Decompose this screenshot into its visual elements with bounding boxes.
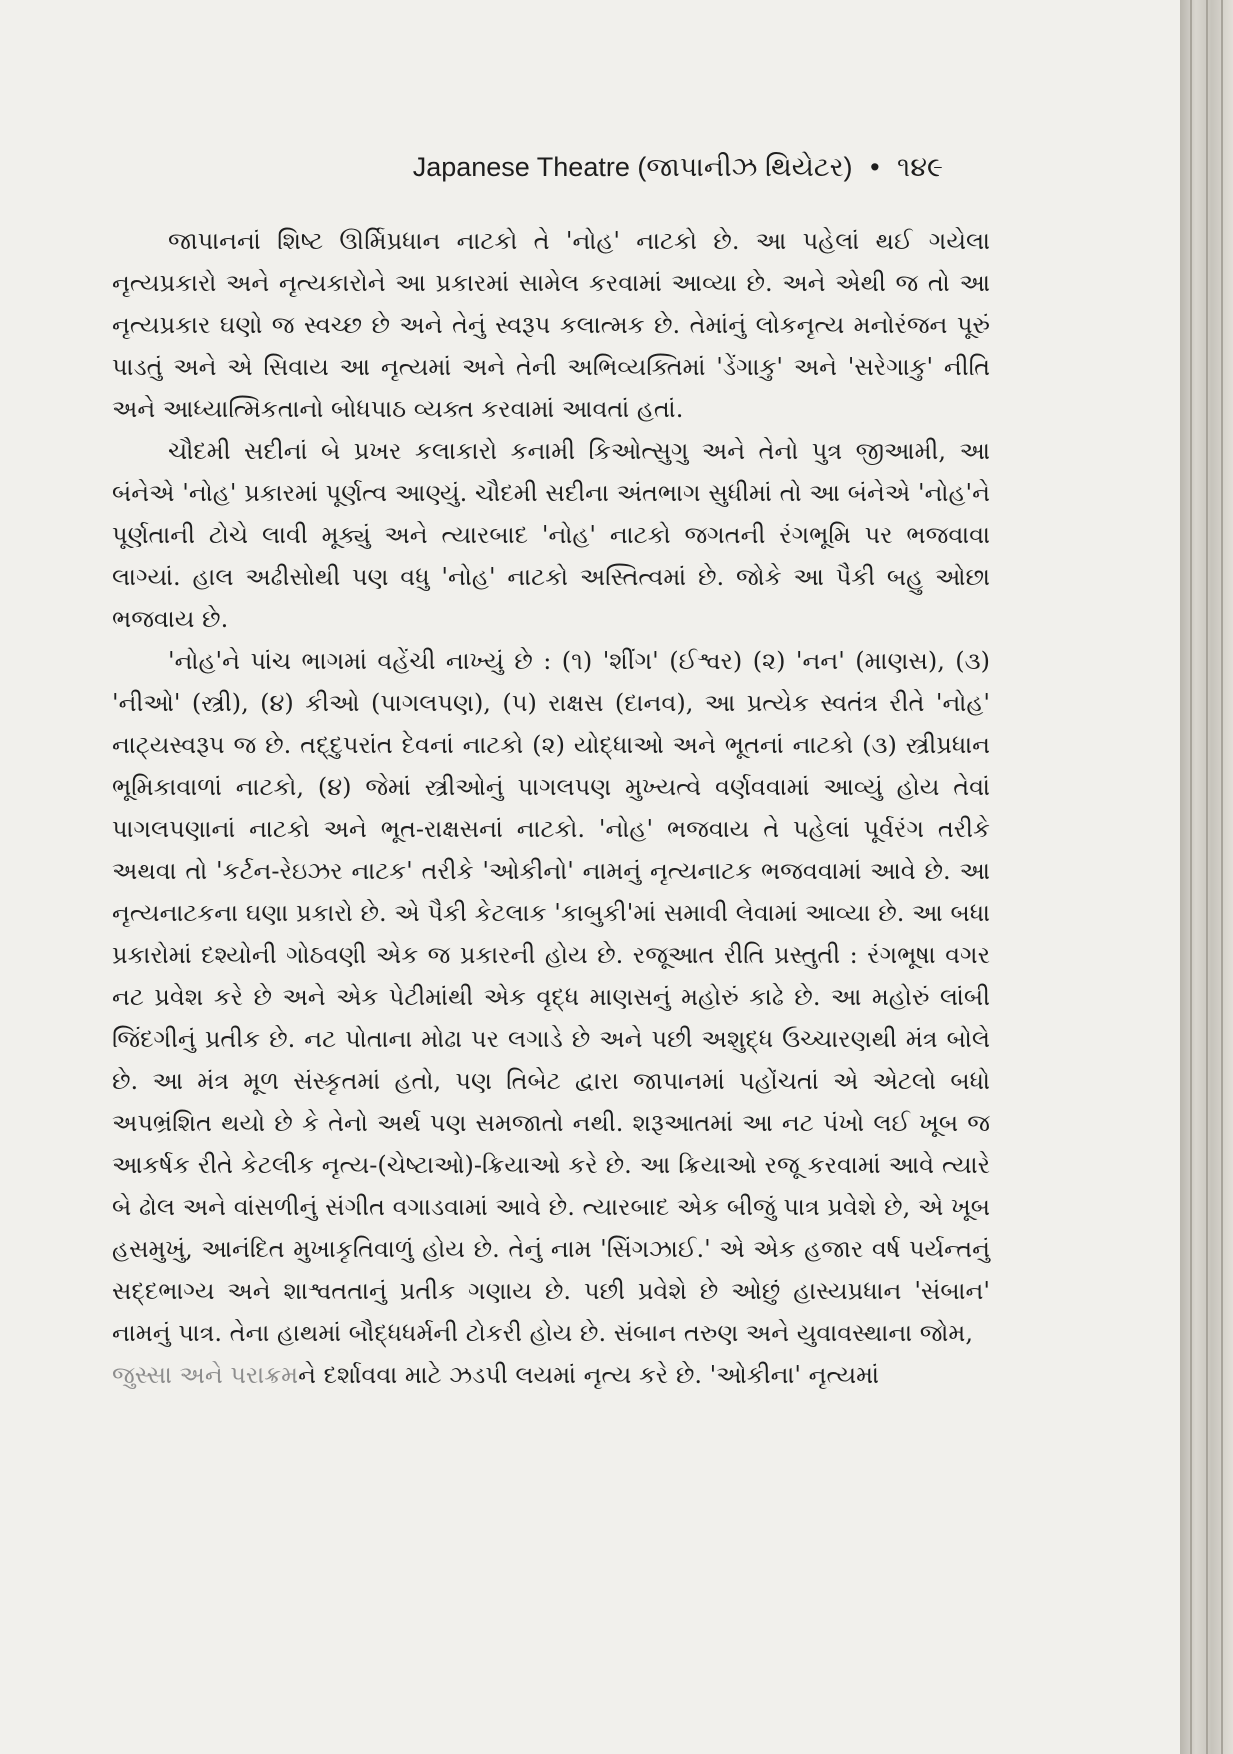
page-number: ૧૪૯	[897, 152, 943, 182]
page-edge-line	[1206, 0, 1208, 1754]
paragraph-1: જાપાનનાં શિષ્ટ ઊર્મિપ્રધાન નાટકો તે 'નોહ' નાટકો છે. આ પહેલાં થઈ ગયેલા નૃત્યપ્રકારો અને નૃત્યકારોને આ પ્રકારમાં સામેલ કરવામાં આવ્યા છે. અને એથી જ તો આ નૃત્યપ્રકાર ઘણો જ સ્વચ્છ છે અને તેનું સ્વરૂપ કલાત્મક છે. તેમાંનું લોકનૃત્ય મનોરંજન પૂરું પાડતું અને એ સિવાય આ નૃત્યમાં અને તેની અભિવ્યક્તિમાં 'ડેંગાકુ' અને 'સરેગાકુ' નીતિ અને આધ્યાત્મિકતાનો બોધપાઠ વ્યક્ત કરવામાં આવતાં હતાં.	[112, 227, 990, 423]
paragraph-2: ચૌદમી સદીનાં બે પ્રખર કલાકારો કનામી કિઓત્સુગુ અને તેનો પુત્ર જીઆમી, આ બંનેએ 'નોહ' પ્રકારમાં પૂર્ણત્વ આણ્યું. ચૌદમી સદીના અંતભાગ સુધીમાં તો આ બંનેએ 'નોહ'ને પૂર્ણતાની ટોચે લાવી મૂક્યું અને ત્યારબાદ 'નોહ' નાટકો જગતની રંગભૂમિ પર ભજવાવા લાગ્યાં. હાલ અઢીસોથી પણ વધુ 'નોહ' નાટકો અસ્તિત્વમાં છે. જોકે આ પૈકી બહુ ઓછા ભજવાય છે.	[112, 437, 990, 633]
page-edge	[1180, 0, 1233, 1754]
body-text	[112, 220, 990, 1396]
paragraph-3: 'નોહ'ને પાંચ ભાગમાં વહેંચી નાખ્યું છે : (૧) 'શીંગ' (ઈશ્વર) (૨) 'નન' (માણસ), (૩) 'નીઓ' (સ્ત્રી), (૪) કીઓ (પાગલપણ), (૫) રાક્ષસ (દાનવ), આ પ્રત્યેક સ્વતંત્ર રીતે 'નોહ' નાટ્યસ્વરૂપ જ છે. તદ્દુપરાંત દેવનાં નાટકો (૨) યોદ્ધાઓ અને ભૂતનાં નાટકો (૩) સ્ત્રીપ્રધાન ભૂમિકાવાળાં નાટકો, (૪) જેમાં સ્ત્રીઓનું પાગલપણ મુખ્યત્વે વર્ણવવામાં આવ્યું હોય તેવાં પાગલપણાનાં નાટકો અને ભૂત-રાક્ષસનાં નાટકો. 'નોહ' ભજવાય તે પહેલાં પૂર્વરંગ તરીકે અથવા તો 'કર્ટન-રેઇઝર નાટક' તરીકે 'ઓકીનો' નામનું નૃત્યનાટક ભજવવામાં આવે છે. આ નૃત્યનાટકના ઘણા પ્રકારો છે. એ પૈકી કેટલાક 'કાબુકી'માં સમાવી લેવામાં આવ્યા છે. આ બધા પ્રકારોમાં દશ્યોની ગોઠવણી એક જ પ્રકારની હોય છે. રજૂઆત રીતિ પ્રસ્તુતી : રંગભૂષા વગર નટ પ્રવેશ કરે છે અને એક પેટીમાંથી એક વૃદ્ધ માણસનું મહોરું કાઢે છે. આ મહોરું લાંબી જિંદગીનું પ્રતીક છે. નટ પોતાના મોઢા પર લગાડે છે અને પછી અશુદ્ધ ઉચ્ચારણથી મંત્ર બોલે છે. આ મંત્ર મૂળ સંસ્કૃતમાં હતો, પણ તિબેટ દ્વારા જાપાનમાં પહોંચતાં એ એટલો બધો અપભ્રંશિત થયો છે કે તેનો અર્થ પણ સમજાતો નથી. શરૂઆતમાં આ નટ પંખો લઈ ખૂબ જ આકર્ષક રીતે કેટલીક નૃત્ય-(ચેષ્ટાઓ)-ક્રિયાઓ કરે છે. આ ક્રિયાઓ રજૂ કરવામાં આવે ત્યારે બે ઢોલ અને વાંસળીનું સંગીત વગાડવામાં આવે છે. ત્યારબાદ એક બીજું પાત્ર પ્રવેશે છે, એ ખૂબ હસમુખું, આનંદિત મુખાકૃતિવાળું હોય છે. તેનું નામ 'સિંગઝાઈ.' એ એક હજાર વર્ષ પર્યન્તનું સદ્દભાગ્ય અને શાશ્વતતાનું પ્રતીક ગણાય છે. પછી પ્રવેશે છે ઓછું હાસ્યપ્રધાન 'સંબાન' નામનું પાત્ર. તેના હાથમાં બૌદ્ધધર્મની ટોકરી હોય છે. સંબાન તરુણ અને યુવાવસ્થાના જોમ,	[112, 647, 990, 1347]
header-title: Japanese Theatre (જાપાનીઝ થિયેટર)	[412, 152, 853, 182]
page-edge-line	[1190, 0, 1192, 1754]
header-separator: •	[870, 152, 880, 182]
page-edge-line	[1221, 0, 1223, 1754]
last-line	[112, 1354, 990, 1396]
running-header	[413, 152, 943, 184]
last-line-faint-text: જુસ્સા અને પરાક્રમ	[112, 1361, 299, 1389]
last-line-text: ને દર્શાવવા માટે ઝડપી લયમાં નૃત્ય કરે છે. 'ઓકીના' નૃત્યમાં	[298, 1361, 879, 1389]
